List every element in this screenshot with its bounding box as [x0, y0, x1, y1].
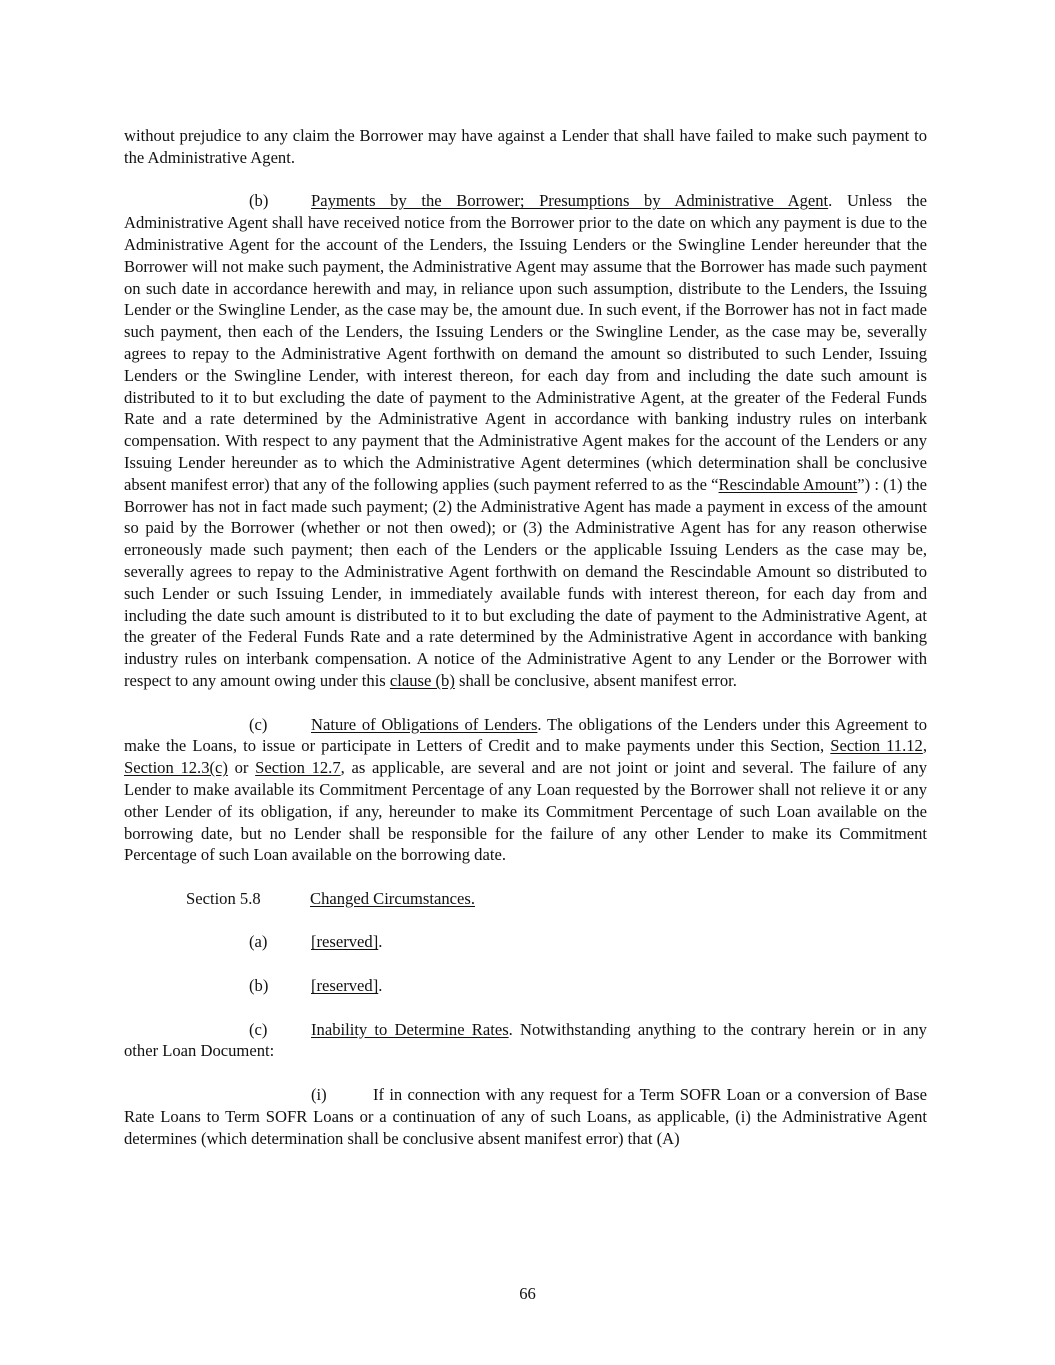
section-title: Changed Circumstances. [310, 888, 475, 908]
paragraph-b-payments-by-borrower [124, 190, 927, 691]
cross-reference: Section 12.3(c) [124, 758, 228, 778]
clause-heading: [reserved] [311, 976, 379, 996]
clause-number: (c) [249, 714, 268, 734]
cross-reference: Section 11.12 [830, 736, 923, 756]
clause-heading: Nature of Obligations of Lenders [311, 714, 538, 734]
paragraph-text: . Unless the Administrative Agent shall have received notice from the Borrower prior to the date on which any payment is due to the Administrative Agent for the account of the Lenders, the Issuing Lenders or the Swingline Lender hereunder that the Borrower will not make such payment, the Administrative Agent may assume that the Borrower has made such payment on such date in accordance herewith and may, in reliance upon such assumption, distribute to the Lenders, the Issuing Lender or the Swingline Lender, as the case may be, the amount due. In such event, if the Borrower has not in fact made such payment, then each of the Lenders, the Issuing Lenders or the Swingline Lender, as the case may be, severally agrees to repay to the Administrative Agent forthwith on demand the amount so distributed to such Lender, Issuing Lenders or the Swingline Lender, with interest thereon, for each day from and including the date such amount is distributed to it to but excluding the date of payment to the Administrative Agent, at the greater of the Federal Funds Rate and a rate determined by the Administrative Agent in accordance with banking industry rules on interbank compensation. With respect to any payment that the Administrative Agent makes for the account of the Lenders or any Issuing Lender hereunder as to which the Administrative Agent determines (which determination shall be conclusive absent manifest error) that any of the following applies (such payment referred to as the “ [124, 191, 928, 494]
cross-reference: Section 12.7 [255, 758, 341, 778]
paragraph-text: . [378, 932, 383, 952]
clause-number: (a) [249, 932, 268, 952]
paragraph-continuation [124, 125, 927, 169]
paragraph-text: . Notwithstanding anything to the contrary herein or in any other Loan Document: [124, 1019, 927, 1061]
clause-heading: [reserved] [311, 932, 379, 952]
subsection-i-term-sofr [124, 1084, 927, 1149]
paragraph-c-nature-of-obligations [124, 714, 927, 867]
document-page [124, 125, 927, 1149]
paragraph-text: If in connection with any request for a Term SOFR Loan or a conversion of Base Rate Loans to Term SOFR Loans or a continuation of any of such Loans, as applicable, (i) the Administrative Agent determines (which determination shall be conclusive absent manifest error) that (A) [124, 1085, 927, 1148]
paragraph-text: , as applicable, are several and are not joint or joint and several. The failure of any Lender to make available its Commitment Percentage of any Loan requested by the Borrower shall not relieve it or any other Lender of its obligation, if any, hereunder to make its Commitment Percentage of such Loan available on the borrowing date, but no Lender shall be responsible for the failure of any other Lender to make its Commitment Percentage of such Loan available on the borrowing date. [124, 758, 927, 865]
paragraph-text: shall be conclusive, absent manifest error. [454, 670, 737, 690]
clause-number: (i) [311, 1085, 327, 1105]
page-number: 66 [519, 1284, 536, 1303]
clause-number: (c) [249, 1019, 268, 1039]
paragraph-text: ”) : (1) the Borrower has not in fact made such payment; (2) the Administrative Agent has made a payment in excess of the amount so paid by the Borrower (whether or not then owed); or (3) the Administrative Agent has for any reason otherwise erroneously made such payment; then each of the Lenders or the applicable Issuing Lenders as the case may be, severally agrees to repay to the Administrative Agent forthwith on demand the Rescindable Amount so distributed to such Lender or such Issuing Lender, in immediately available funds with interest thereon, for each day from and including the date such amount is distributed to it to but excluding the date of payment to the Administrative Agent, at the greater of the Federal Funds Rate and a rate determined by the Administrative Agent in accordance with banking industry rules on interbank compensation. A notice of the Administrative Agent to any Lender or the Borrower with respect to any amount owing under this [124, 474, 927, 690]
section-number: Section 5.8 [186, 888, 261, 908]
defined-term: Rescindable Amount [718, 474, 858, 494]
paragraph-text: or [227, 758, 256, 778]
cross-reference: clause (b) [389, 670, 455, 690]
paragraph-text: without prejudice to any claim the Borrower may have against a Lender that shall have failed to make such payment to the Administrative Agent. [124, 126, 927, 167]
clause-heading: Payments by the Borrower; Presumptions by Administrative Agent [311, 191, 829, 211]
paragraph-text: . [378, 976, 383, 996]
clause-number: (b) [249, 976, 269, 996]
subsection-c-inability-to-determine-rates [124, 1019, 927, 1063]
section-heading [124, 888, 927, 910]
clause-heading: Inability to Determine Rates [311, 1019, 509, 1039]
paragraph-text: . The obligations of the Lenders under this Agreement to make the Loans, to issue or participate in Letters of Credit and to make payments under this Section, [124, 714, 928, 756]
subsection-a-reserved [124, 931, 927, 953]
clause-number: (b) [249, 191, 269, 211]
subsection-b-reserved [124, 975, 927, 997]
paragraph-text: , [922, 736, 927, 756]
